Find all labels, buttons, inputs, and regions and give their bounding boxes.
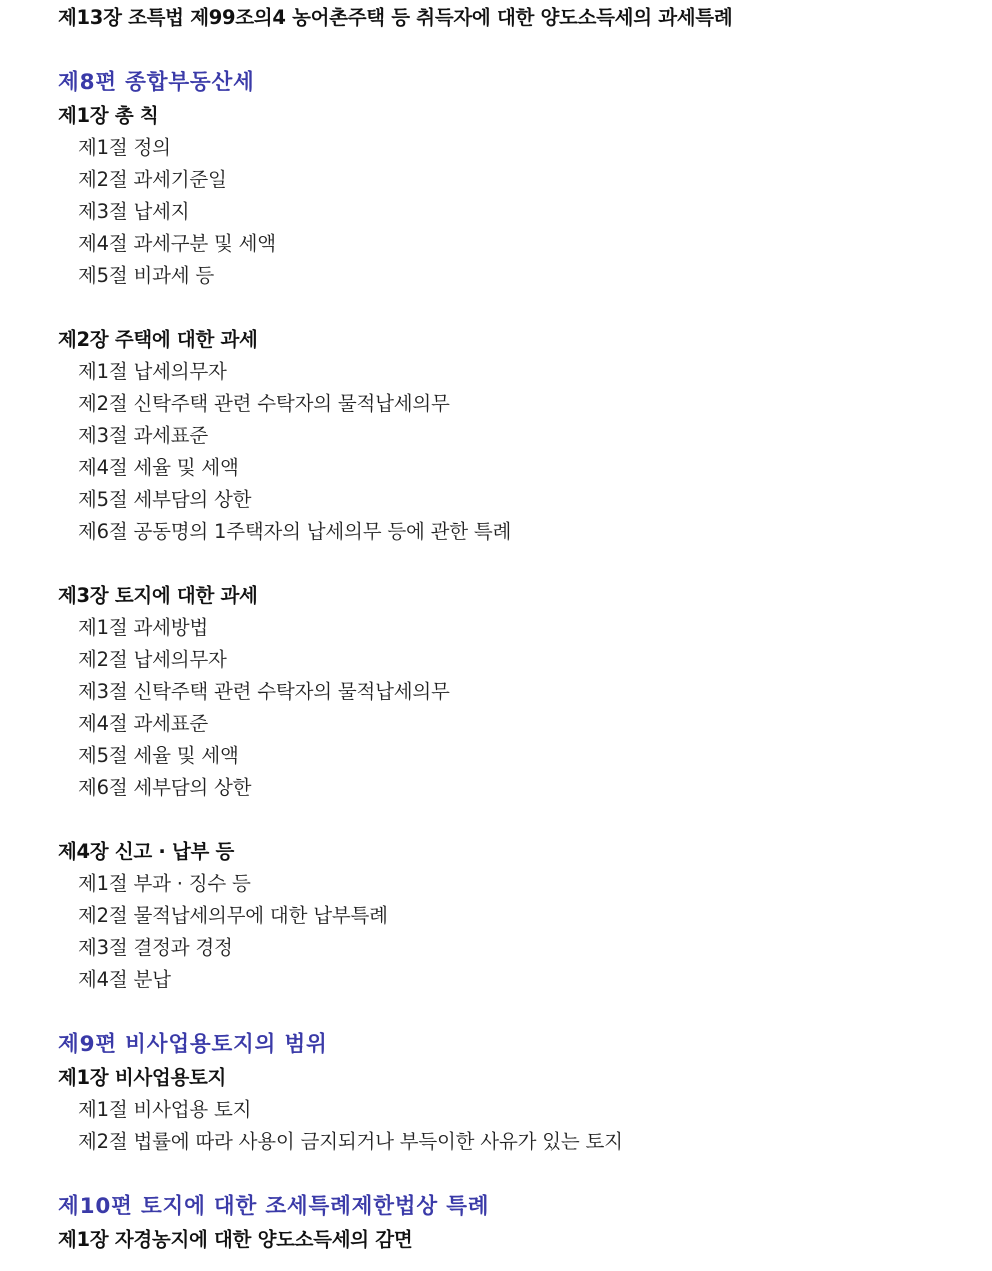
section-item: 제1절 과세방법 xyxy=(78,616,209,639)
section-item: 제5절 세부담의 상한 xyxy=(78,488,252,511)
chapter-heading: 제2장 주택에 대한 과세 xyxy=(58,328,258,351)
spacer xyxy=(58,804,978,836)
chapter-heading: 제1장 비사업용토지 xyxy=(58,1066,227,1089)
section-item: 제2절 신탁주택 관련 수탁자의 물적납세의무 xyxy=(78,392,450,415)
chapter-heading: 제1장 총 칙 xyxy=(58,104,159,127)
part-heading: 제8편 종합부동산세 xyxy=(58,70,255,95)
section-item: 제1절 부과 · 징수 등 xyxy=(78,872,251,895)
section-item: 제4절 세율 및 세액 xyxy=(78,456,239,479)
part-heading: 제9편 비사업용토지의 범위 xyxy=(58,1032,328,1057)
spacer xyxy=(58,996,978,1028)
section-item: 제6절 공동명의 1주택자의 납세의무 등에 관한 특례 xyxy=(78,520,512,543)
section-item: 제2절 납세의무자 xyxy=(78,648,227,671)
section-item: 제2절 과세기준일 xyxy=(78,168,227,191)
section-item: 제4절 과세구분 및 세액 xyxy=(78,232,276,255)
section-item: 제3절 결정과 경정 xyxy=(78,936,233,959)
chapter-heading: 제1장 자경농지에 대한 양도소득세의 감면 xyxy=(58,1228,413,1251)
section-item: 제3절 과세표준 xyxy=(78,424,209,447)
section-item: 제4절 과세표준 xyxy=(78,712,209,735)
section-item: 제2절 물적납세의무에 대한 납부특례 xyxy=(78,904,388,927)
section-item: 제6절 세부담의 상한 xyxy=(78,776,252,799)
spacer xyxy=(58,548,978,580)
section-item: 제1절 비사업용 토지 xyxy=(78,1098,252,1121)
section-item: 제1절 정의 xyxy=(78,136,171,159)
section-item: 제3절 신탁주택 관련 수탁자의 물적납세의무 xyxy=(78,680,450,703)
spacer xyxy=(58,1158,978,1190)
section-item: 제2절 법률에 따라 사용이 금지되거나 부득이한 사유가 있는 토지 xyxy=(78,1130,623,1153)
chapter-heading: 제13장 조특법 제99조의4 농어촌주택 등 취득자에 대한 양도소득세의 과세특례 xyxy=(58,6,733,29)
spacer xyxy=(58,34,978,66)
section-item: 제5절 세율 및 세액 xyxy=(78,744,239,767)
part-heading: 제10편 토지에 대한 조세특례제한법상 특례 xyxy=(58,1194,490,1219)
section-item: 제3절 납세지 xyxy=(78,200,190,223)
section-item: 제4절 분납 xyxy=(78,968,171,991)
table-of-contents xyxy=(58,2,978,1256)
chapter-heading: 제4장 신고 · 납부 등 xyxy=(58,840,235,863)
section-item: 제5절 비과세 등 xyxy=(78,264,215,287)
chapter-heading: 제3장 토지에 대한 과세 xyxy=(58,584,258,607)
section-item: 제1절 납세의무자 xyxy=(78,360,227,383)
spacer xyxy=(58,292,978,324)
